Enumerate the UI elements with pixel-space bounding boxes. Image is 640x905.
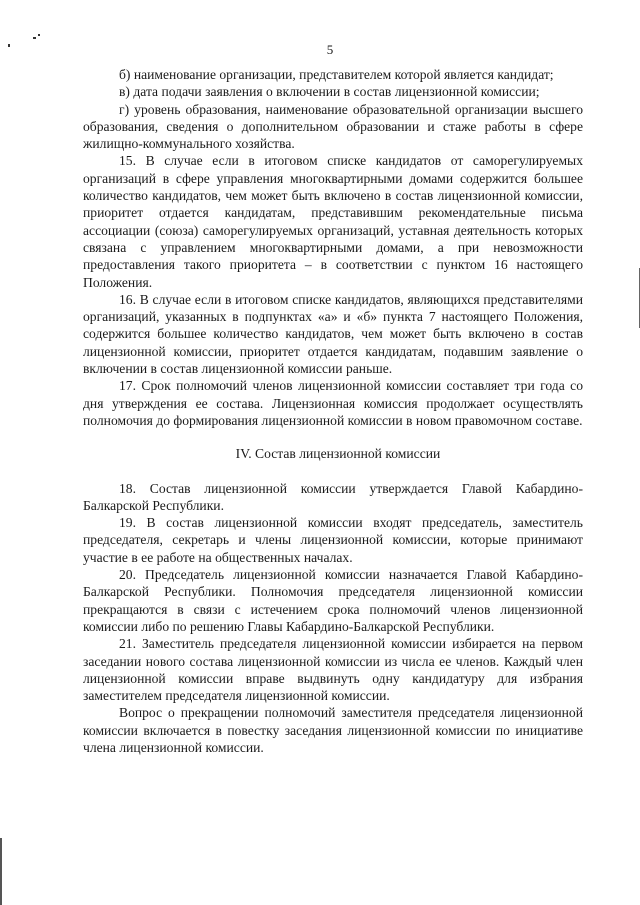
paragraph-19: 19. В состав лицензионной комиссии входят председатель, заместитель председателя, секретарь и члены лицензионной комиссии, которые принимают участие в ее работе на общественных началах.	[83, 515, 583, 565]
section-heading: IV. Состав лицензионной комиссии	[235, 446, 441, 462]
paragraph-15: 15. В случае если в итоговом списке кандидатов от саморегулируемых организаций в сфере управления многоквартирными домами содержится большее количество кандидатов, чем может быть включено в состав лицензионной комиссии, приоритет отдается кандидатам, представившим рекомендательные письма ассоциации (союза) саморегулируемых организаций, уставная деятельность которых связана с управлением многоквартирными домами, а при невозможности предоставления такого приоритета – в соответствии с пунктом 16 настоящего Положения.	[83, 153, 583, 290]
scan-speck	[33, 37, 36, 39]
paragraph-17: 17. Срок полномочий членов лицензионной комиссии составляет три года со дня утверждения ее состава. Лицензионная комиссия продолжает осуществлять полномочия до формирования лицензионной комиссии в новом правомочном составе.	[83, 378, 583, 428]
scan-speck	[38, 34, 40, 36]
paragraph-item-b: б) наименование организации, представителем которой является кандидат;	[119, 67, 554, 82]
paragraph-question: Вопрос о прекращении полномочий заместителя председателя лицензионной комиссии включается в повестку заседания лицензионной комиссии по инициативе члена лицензионной комиссии.	[83, 705, 583, 755]
scan-edge-bar	[0, 838, 2, 905]
document-body	[83, 66, 583, 756]
paragraph-item-g: г) уровень образования, наименование образовательной организации высшего образования, сведения о дополнительном образовании и стаже работы в сфере жилищно-коммунального хозяйства.	[83, 101, 583, 152]
paragraph-21: 21. Заместитель председателя лицензионной комиссии избирается на первом заседании нового состава лицензионной комиссии из числа ее членов. Каждый член лицензионной комиссии вправе выдвинуть одну кандидатуру для избрания заместителем председателя лицензионной комиссии.	[83, 636, 583, 704]
page-number: 5	[326, 42, 334, 57]
paragraph-16: 16. В случае если в итоговом списке кандидатов, являющихся представителями организаций, указанных в подпунктах «а» и «б» пункта 7 настоящего Положения, содержится большее количество кандидатов, чем может быть включено в состав лицензионной комиссии, приоритет отдается кандидатам, подавшим заявление о включении в состав лицензионной комиссии раньше.	[83, 291, 583, 377]
paragraph-20: 20. Председатель лицензионной комиссии назначается Главой Кабардино-Балкарской Республики. Полномочия председателя лицензионной комиссии прекращаются в связи с истечением срока полномочий членов лицензионной комиссии либо по решению Главы Кабардино-Балкарской Республики.	[83, 567, 583, 634]
paragraph-18: 18. Состав лицензионной комиссии утверждается Главой Кабардино-Балкарской Республики.	[83, 480, 583, 513]
paragraph-item-v: в) дата подачи заявления о включении в состав лицензионной комиссии;	[119, 84, 540, 100]
